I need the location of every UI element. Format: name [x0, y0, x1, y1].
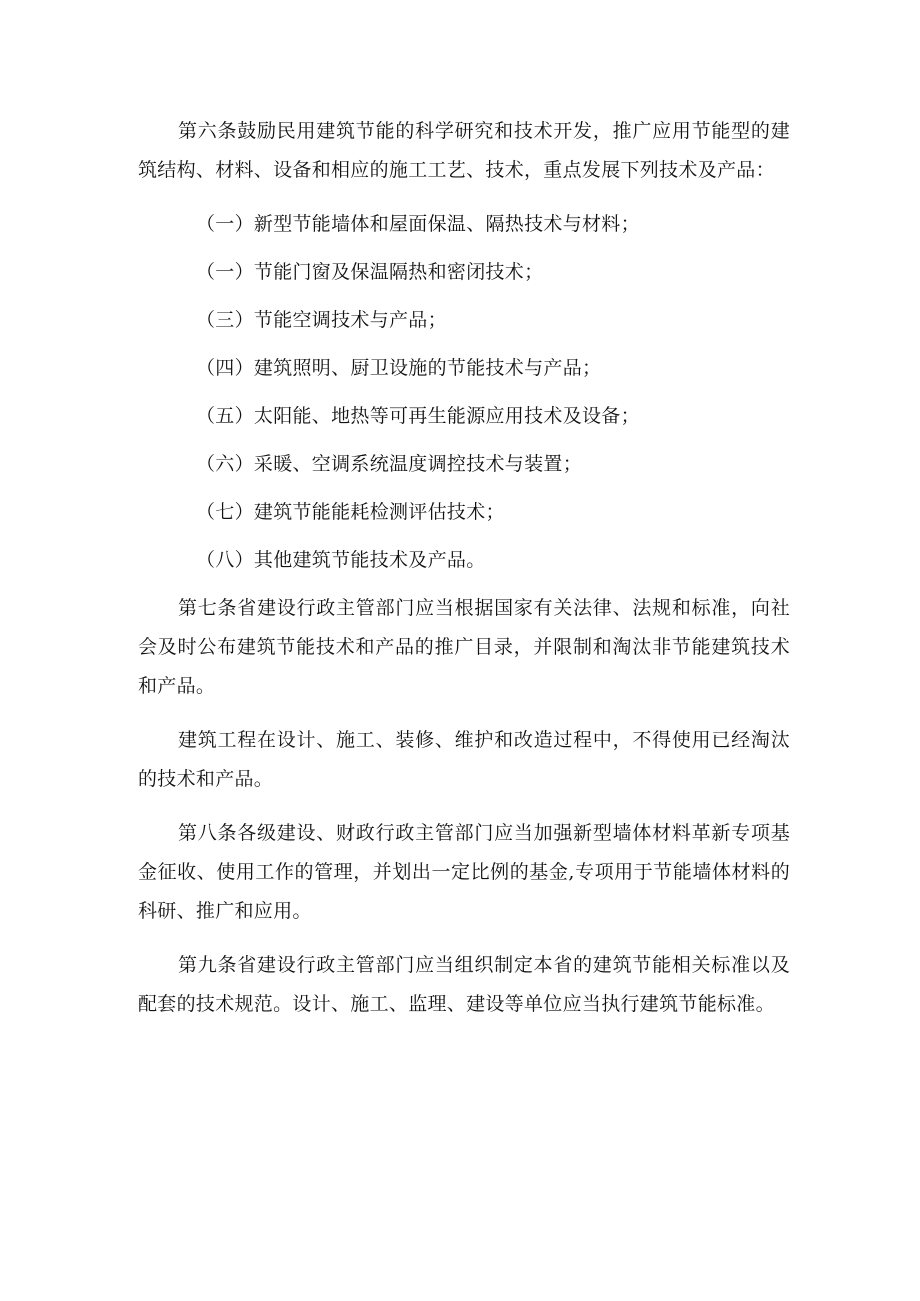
article-9-paragraph: 第九条省建设行政主管部门应当组织制定本省的建筑节能相关标准以及配套的技术规范。设计、施工、监理、建设等单位应当执行建筑节能标准。 — [138, 954, 790, 1015]
list-item: （五）太阳能、地热等可再生能源应用技术及设备； — [196, 405, 640, 427]
article-8-paragraph: 第八条各级建设、财政行政主管部门应当加强新型墙体材料革新专项基金征收、使用工作的管理，并划出一定比例的基金,专项用于节能墙体材料的科研、推广和应用。 — [138, 822, 790, 922]
list-item: （四）建筑照明、厨卫设施的节能技术与产品； — [196, 357, 602, 379]
article-6-paragraph: 第六条鼓励民用建筑节能的科学研究和技术开发，推广应用节能型的建筑结构、材料、设备和相应的施工工艺、技术，重点发展下列技术及产品： — [138, 120, 790, 181]
article-7-paragraph: 第七条省建设行政主管部门应当根据国家有关法律、法规和标准，向社会及时公布建筑节能技术和产品的推广目录，并限制和淘汰非节能建筑技术和产品。 — [138, 597, 790, 697]
article-7-second-paragraph: 建筑工程在设计、施工、装修、维护和改造过程中，不得使用已经淘汰的技术和产品。 — [138, 729, 790, 790]
list-item: （八）其他建筑节能技术及产品。 — [196, 549, 486, 571]
article-6-item-list — [138, 205, 790, 580]
list-item: （一）新型节能墙体和屋面保温、隔热技术与材料； — [196, 213, 640, 235]
list-item: （六）采暖、空调系统温度调控技术与装置； — [196, 453, 583, 475]
document-body — [138, 112, 790, 1039]
list-item: （三）节能空调技术与产品； — [196, 309, 447, 331]
list-item: （一）节能门窗及保温隔热和密闭技术； — [196, 261, 544, 283]
list-item: （七）建筑节能能耗检测评估技术； — [196, 501, 505, 523]
